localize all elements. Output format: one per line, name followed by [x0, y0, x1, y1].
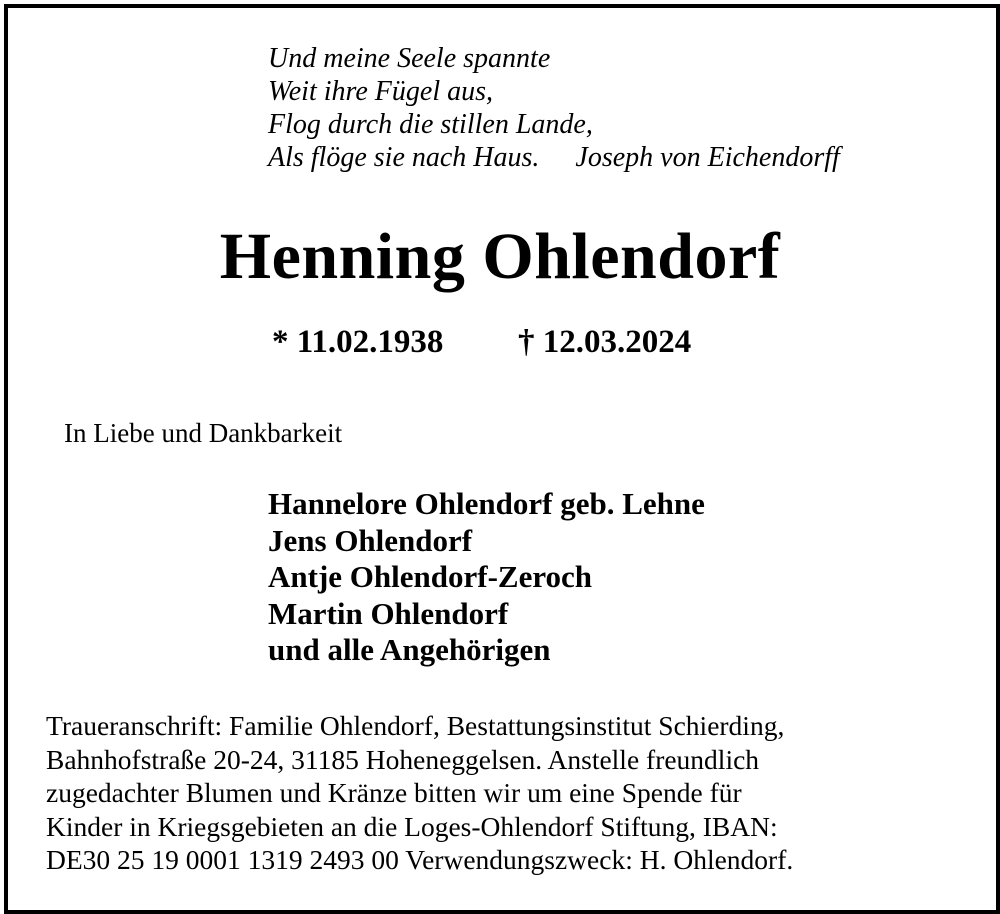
intro-text: In Liebe und Dankbarkeit	[64, 418, 343, 448]
deceased-name: Henning Ohlendorf	[219, 220, 781, 293]
poem-line: Und meine Seele spannte	[268, 43, 551, 74]
mourner-name: Jens Ohlendorf	[268, 522, 473, 558]
poem-line: Flog durch die stillen Lande,	[268, 109, 593, 140]
poem-quote	[268, 42, 840, 174]
notice-line: Kinder in Kriegsgebieten an die Loges-Ohlendorf Stiftung, IBAN:	[46, 810, 778, 842]
notice-line: DE30 25 19 0001 1319 2493 00 Verwendungszweck: H. Ohlendorf.	[46, 844, 794, 875]
mourners-list	[268, 486, 705, 669]
mourner-name: Antje Ohlendorf-Zeroch	[268, 559, 593, 594]
birth-date: * 11.02.1938	[272, 324, 444, 360]
poem-author: Joseph von Eichendorff	[575, 142, 840, 173]
mourner-name: Hannelore Ohlendorf geb. Lehne	[268, 486, 705, 521]
death-date: † 12.03.2024	[518, 324, 692, 360]
poem-last-line-row	[268, 141, 840, 174]
mourner-name: und alle Angehörigen	[268, 632, 551, 667]
notice-line: Bahnhofstraße 20-24, 31185 Hoheneggelsen. Anstelle freundlich	[46, 743, 760, 775]
mourning-address-notice	[46, 709, 966, 877]
notice-line: zugedachter Blumen und Kränze bitten wir um eine Spende für	[46, 777, 742, 808]
mourner-name: Martin Ohlendorf	[268, 595, 509, 631]
poem-line: Weit ihre Fügel aus,	[268, 76, 494, 107]
notice-line: Traueranschrift: Familie Ohlendorf, Bestattungsinstitut Schierding,	[46, 710, 785, 741]
poem-line: Als flöge sie nach Haus.	[268, 142, 540, 173]
